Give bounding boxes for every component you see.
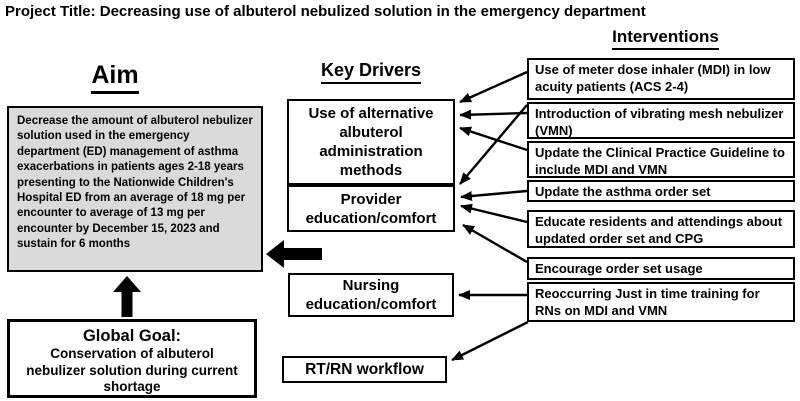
page-title: Project Title: Decreasing use of albuterol nebulized solution in the emergency department xyxy=(5,3,646,20)
connector-arrow-i6-d2 xyxy=(463,225,527,262)
intervention-label: Introduction of vibrating mesh nebulizer (VMN) xyxy=(535,106,784,138)
intervention-box-educate-residents xyxy=(527,210,795,248)
intervention-label: Use of meter dose inhaler (MDI) in low acuity patients (ACS 2-4) xyxy=(535,62,771,94)
intervention-box-encourage-order-set xyxy=(527,257,795,280)
key-drivers-heading xyxy=(287,60,455,84)
intervention-label: Reoccurring Just in time training for RNs on MDI and VMN xyxy=(535,286,760,318)
driver-box-nursing-education xyxy=(288,273,454,317)
driver-label: RT/RN workflow xyxy=(305,361,424,378)
intervention-label: Educate residents and attendings about updated order set and CPG xyxy=(535,214,783,246)
interventions-heading-label: Interventions xyxy=(612,27,719,50)
intervention-box-vmn-introduction xyxy=(527,102,795,139)
interventions-heading xyxy=(558,27,773,50)
aim-box xyxy=(7,106,263,272)
driver-label: Use of alternative albuterol administration methods xyxy=(308,105,434,179)
aim-heading xyxy=(40,61,190,94)
global-goal-heading: Global Goal: xyxy=(82,327,182,345)
drivers-to-aim-arrow-icon xyxy=(266,240,322,268)
global-goal-text: Conservation of albuterol nebulizer solution during current shortage xyxy=(26,346,238,394)
connector-arrow-i5-d2 xyxy=(461,206,527,222)
connector-arrow-i2-d1 xyxy=(460,113,527,115)
intervention-label: Update the Clinical Practice Guideline to include MDI and VMN xyxy=(535,145,785,177)
intervention-label: Update the asthma order set xyxy=(535,184,711,199)
intervention-label: Encourage order set usage xyxy=(535,261,703,276)
driver-box-rt-rn-workflow xyxy=(282,356,447,383)
goal-to-aim-arrow-icon xyxy=(113,276,141,317)
driver-label: Nursing education/comfort xyxy=(305,277,437,313)
aim-text: Decrease the amount of albuterol nebulizer solution used in the emergency department (ED) management of asthma exacerbations in patients ages 2-18 years presenting to the Nationwide Children's Hospital ED from an average of 18 mg per encounter to average of 13 mg per encounter by December 15, 2023 and sustain for 6 months xyxy=(17,115,253,251)
intervention-box-jit-training xyxy=(527,282,795,322)
key-drivers-heading-label: Key Drivers xyxy=(321,60,421,84)
global-goal-box xyxy=(7,319,257,398)
connector-arrow-i4-d2 xyxy=(461,191,527,197)
connector-arrow-i7-d4 xyxy=(452,322,528,360)
connector-arrow-i2-d2 xyxy=(460,105,527,184)
aim-heading-label: Aim xyxy=(91,61,138,94)
intervention-box-mdi-low-acuity xyxy=(527,58,795,100)
connector-arrow-i1-d1 xyxy=(460,72,527,102)
driver-box-provider-education xyxy=(287,185,455,232)
driver-box-alternative-administration xyxy=(287,99,455,185)
intervention-box-update-order-set xyxy=(527,180,795,202)
intervention-box-update-cpg xyxy=(527,141,795,178)
driver-label: Provider education/comfort xyxy=(305,190,437,227)
connector-arrow-i3-d1 xyxy=(460,128,527,150)
